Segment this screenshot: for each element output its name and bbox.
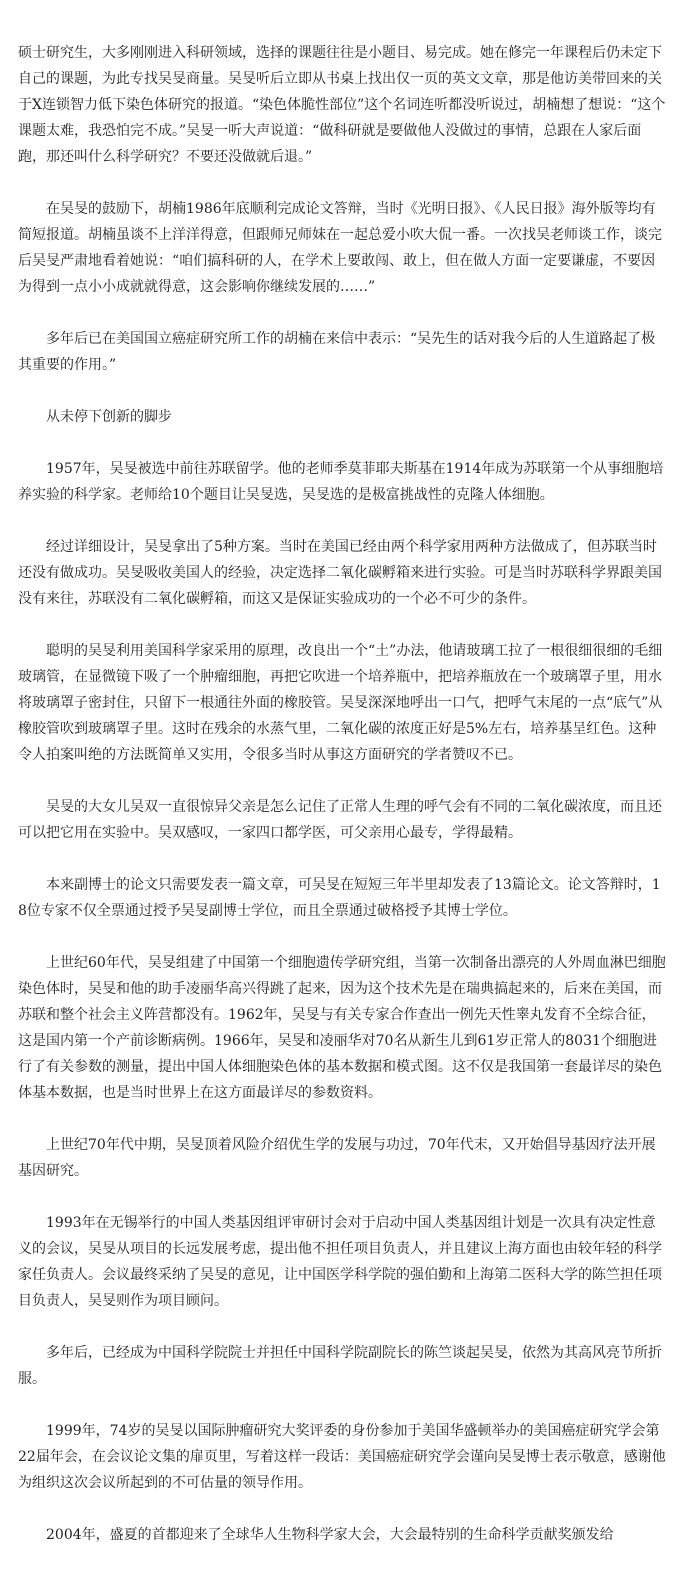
paragraph: 1957年，吴旻被选中前往苏联留学。他的老师季莫菲耶夫斯基在1914年成为苏联第一个从事细胞培养实验的科学家。老师给10个题目让吴旻选，吴旻选的是极富挑战性的克隆人体细胞。 [18, 461, 664, 503]
paragraph: 硕士研究生，大多刚刚进入科研领域，选择的课题往往是小题目、易完成。她在修完一年课程后仍未定下自己的课题，为此专找吴旻商量。吴旻听后立即从书桌上找出仅一页的英文文章，那是他访美带回来的关于X连锁智力低下染色体研究的报道。“染色体脆性部位”这个名词连听都没听说过，胡楠想了想说：“这个课题太难，我恐怕完不成。”吴旻一听大声说道：“做科研就是要做他人没做过的事情，总跟在人家后面跑，那还叫什么科学研究？不要还没做就后退。” [18, 45, 666, 165]
paragraph: 在吴旻的鼓励下，胡楠1986年底顺利完成论文答辩，当时《光明日报》、《人民日报》海外版等均有简短报道。胡楠虽谈不上洋洋得意，但跟师兄师妹在一起总爱小吹大侃一番。一次找吴老师谈工作，谈完后吴旻严肃地看着她说：“咱们搞科研的人，在学术上要敢闯、敢上，但在做人方面一定要谦虚，不要因为得到一点小小成就就得意，这会影响你继续发展的……” [18, 201, 662, 295]
paragraph: 本来副博士的论文只需要发表一篇文章，可吴旻在短短三年半里却发表了13篇论文。论文答辩时，18位专家不仅全票通过授予吴旻副博士学位，而且全票通过破格授予其博士学位。 [18, 877, 661, 919]
paragraph: 多年后，已经成为中国科学院院士并担任中国科学院副院长的陈竺谈起吴旻，依然为其高风亮节所折服。 [18, 1345, 662, 1387]
paragraph: 2004年，盛夏的首都迎来了全球华人生物科学家大会，大会最特别的生命科学贡献奖颁发给 [46, 1527, 614, 1543]
paragraph: 吴旻的大女儿吴双一直很惊异父亲是怎么记住了正常人生理的呼气会有不同的二氧化碳浓度，而且还可以把它用在实验中。吴双感叹，一家四口都学医，可父亲用心最专，学得最精。 [18, 799, 662, 841]
paragraph: 上世纪70年代中期，吴旻顶着风险介绍优生学的发展与功过，70年代末，又开始倡导基因疗法开展基因研究。 [18, 1137, 656, 1179]
section-heading: 从未停下创新的脚步 [46, 409, 172, 425]
paragraph: 经过详细设计，吴旻拿出了5种方案。当时在美国已经由两个科学家用两种方法做成了，但苏联当时还没有做成功。吴旻吸收美国人的经验，决定选择二氧化碳孵箱来进行实验。可是当时苏联科学界跟美国没有来往，苏联没有二氧化碳孵箱，而这又是保证实验成功的一个必不可少的条件。 [18, 539, 662, 607]
paragraph: 1999年，74岁的吴旻以国际肿瘤研究大奖评委的身份参加于美国华盛顿举办的美国癌症研究学会第22届年会，在会议论文集的扉页里，写着这样一段话：美国癌症研究学会谨向吴旻博士表示敬意，感谢他为组织这次会议所起到的不可估量的领导作用。 [18, 1423, 666, 1491]
paragraph: 1993年在无锡举行的中国人类基因组评审研讨会对于启动中国人类基因组计划是一次具有决定性意义的会议，吴旻从项目的长远发展考虑，提出他不担任项目负责人，并且建议上海方面也由较年轻的科学家任负责人。会议最终采纳了吴旻的意见，让中国医学科学院的强伯勤和上海第二医科大学的陈竺担任项目负责人，吴旻则作为项目顾问。 [18, 1215, 662, 1309]
paragraph: 上世纪60年代，吴旻组建了中国第一个细胞遗传学研究组，当第一次制备出漂亮的人外周血淋巴细胞染色体时，吴旻和他的助手凌丽华高兴得跳了起来，因为这个技术先是在瑞典搞起来的，后来在美国，而苏联和整个社会主义阵营都没有。1962年，吴旻与有关专家合作查出一例先天性睾丸发育不全综合征，这是国内第一个产前诊断病例。1966年，吴旻和凌丽华对70名从新生儿到61岁正常人的8031个细胞进行了有关参数的测量，提出中国人体细胞染色体的基本数据和模式图。这不仅是我国第一套最详尽的染色体基本数据，也是当时世界上在这方面最详尽的参数资料。 [18, 955, 666, 1101]
paragraph: 聪明的吴旻利用美国科学家采用的原理，改良出一个“土”办法，他请玻璃工拉了一根很细很细的毛细玻璃管，在显微镜下吸了一个肿瘤细胞，再把它吹进一个培养瓶中，把培养瓶放在一个玻璃罩子里，用水将玻璃罩子密封住，只留下一根通往外面的橡胶管。吴旻深深地呼出一口气，把呼气末尾的一点“底气”从橡胶管吹到玻璃罩子里。这时在残余的水蒸气里，二氧化碳的浓度正好是5%左右，培养基呈红色。这种令人拍案叫绝的方法既简单又实用，令很多当时从事这方面研究的学者赞叹不已。 [18, 643, 663, 763]
paragraph: 多年后已在美国国立癌症研究所工作的胡楠在来信中表示：“吴先生的话对我今后的人生道路起了极其重要的作用。” [18, 331, 656, 373]
article-body [18, 40, 666, 1574]
